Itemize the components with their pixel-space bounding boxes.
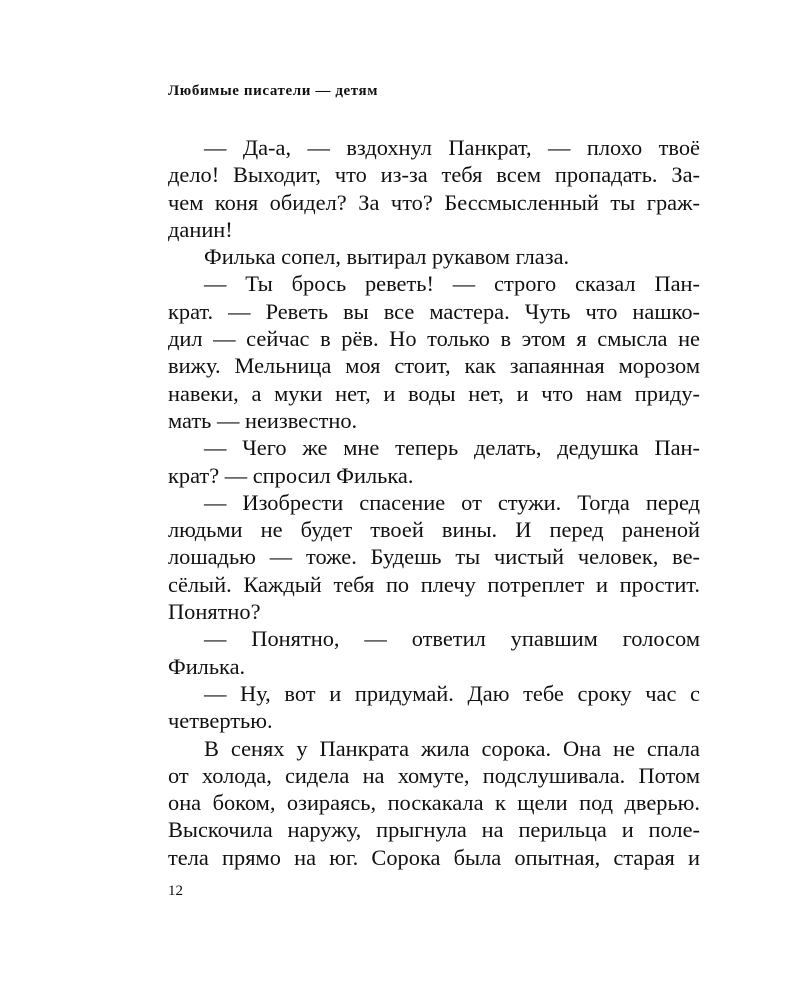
text-line: дил — сейчас в рёв. Но только в этом я смысла не <box>168 326 700 352</box>
paragraph <box>168 134 700 243</box>
paragraph <box>168 243 700 270</box>
paragraph <box>168 270 700 434</box>
text-line: — Ты брось реветь! — строго сказал Пан- <box>204 271 700 297</box>
paragraph <box>168 735 700 871</box>
page-number: 12 <box>168 883 183 899</box>
text-line: Филька. <box>168 653 246 679</box>
text-line: дело! Выходит, что из-за тебя всем пропадать. За- <box>168 162 700 188</box>
text-line: Понятно? <box>168 599 261 625</box>
text-line: — Да-а, — вздохнул Панкрат, — плохо твоё <box>204 135 700 160</box>
paragraph <box>168 680 700 735</box>
text-line: чем коня обидел? За что? Бессмысленный ты граж- <box>168 189 700 215</box>
text-line: — Понятно, — ответил упавшим голосом <box>204 626 700 652</box>
text-line: лошадью — тоже. Будешь ты чистый человек, ве- <box>168 544 700 570</box>
paragraph <box>168 625 700 680</box>
text-line: она боком, озираясь, поскакала к щели под дверью. <box>168 790 700 816</box>
text-line: вижу. Мельница моя стоит, как запаянная морозом <box>168 353 700 379</box>
text-line: сёлый. Каждый тебя по плечу потреплет и простит. <box>168 571 700 597</box>
paragraph <box>168 489 700 625</box>
text-line: — Изобрести спасение от стужи. Тогда перед <box>204 489 700 515</box>
text-line: навеки, а муки нет, и воды нет, и что нам приду- <box>168 380 700 406</box>
text-line: Выскочила наружу, прыгнула на перильца и поле- <box>168 817 700 843</box>
text-line: мать — неизвестно. <box>168 407 358 433</box>
body-text <box>168 134 700 871</box>
text-line: крат. — Реветь вы все мастера. Чуть что нашко- <box>168 298 700 324</box>
text-line: — Ну, вот и придумай. Даю тебе сроку час с <box>204 680 700 706</box>
text-line: Филька сопел, вытирал рукавом глаза. <box>204 244 570 270</box>
paragraph <box>168 434 700 489</box>
text-line: четвертью. <box>168 708 273 734</box>
text-line: В сенях у Панкрата жила сорока. Она не спала <box>204 735 700 761</box>
text-line: тела прямо на юг. Сорока была опытная, старая и <box>168 844 700 870</box>
text-line: данин! <box>168 216 233 242</box>
text-line: — Чего же мне теперь делать, дедушка Пан- <box>204 435 700 461</box>
text-line: крат? — спросил Филька. <box>168 462 414 488</box>
running-head: Любимые писатели — детям <box>168 83 379 99</box>
text-line: людьми не будет твоей вины. И перед раненой <box>168 517 700 543</box>
text-line: от холода, сидела на хомуте, подслушивала. Потом <box>168 762 700 788</box>
